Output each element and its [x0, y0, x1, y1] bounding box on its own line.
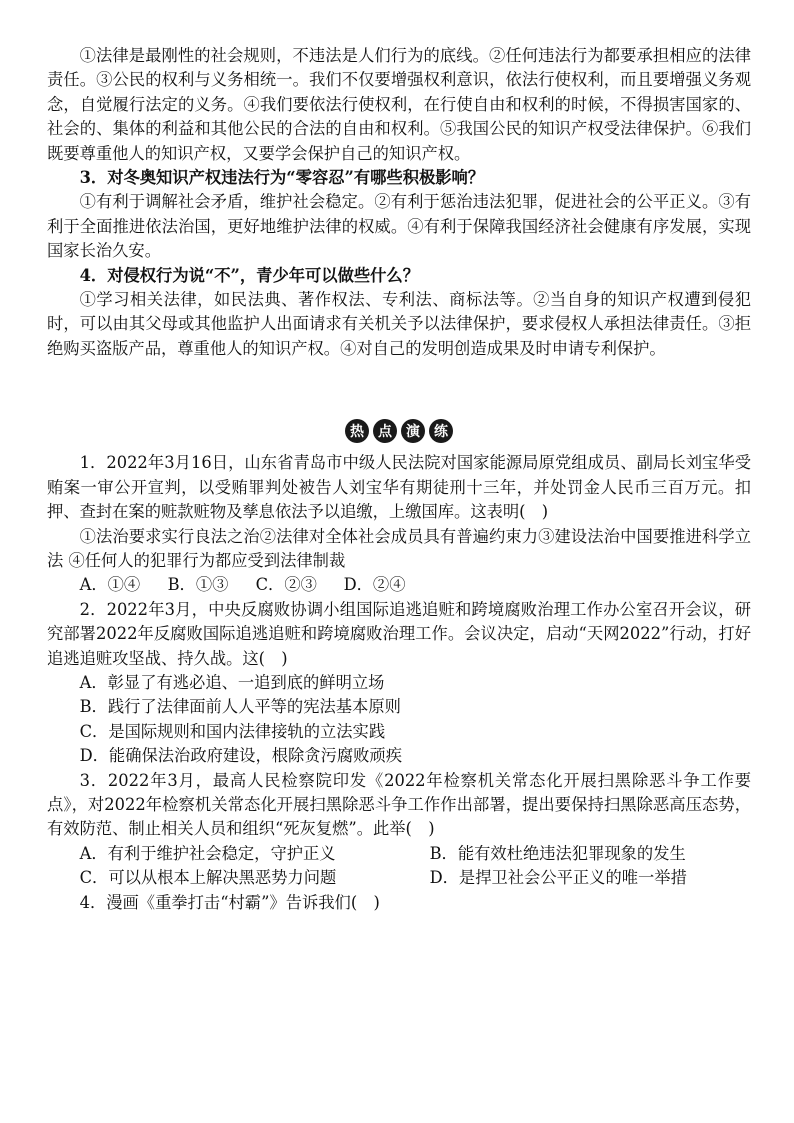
option-a[interactable]: A．①④ — [79, 575, 141, 595]
exercise-2-stem: 2．2022年3月，中央反腐败协调小组国际追逃追赃和跨境腐败治理工作办公室召开会议，研究部署2022年反腐败国际追逃追赃和跨境腐败治理工作。会议决定，启动“天网2022”行动，打好追逃追赃攻坚战、持久战。这( ) — [47, 599, 751, 668]
option-b[interactable]: B．能有效杜绝违法犯罪现象的发生 — [429, 843, 686, 863]
section-title-char: 点 — [373, 419, 397, 443]
option-a[interactable]: A．彰显了有逃必追、一追到底的鲜明立场 — [79, 672, 385, 692]
question-3-title: 3．对冬奥知识产权违法行为“零容忍”有哪些积极影响？ — [79, 168, 485, 188]
option-c[interactable]: C．可以从根本上解决黑恶势力问题 — [79, 868, 337, 888]
section-title-char: 演 — [401, 419, 425, 443]
option-c[interactable]: C．②③ — [255, 575, 317, 595]
option-b[interactable]: B．①③ — [167, 575, 229, 595]
question-3-answer: ①有利于调解社会矛盾，维护社会稳定。②有利于惩治违法犯罪，促进社会的公平正义。③有利于全面推进依法治国，更好地维护法律的权威。④有利于保障我国经济社会健康有序发展，实现国家长治久安。 — [47, 192, 751, 261]
question-4-title: 4．对侵权行为说“不”，青少年可以做些什么？ — [79, 265, 419, 285]
exercise-3-stem: 3．2022年3月，最高人民检察院印发《2022年检察机关常态化开展扫黑除恶斗争工作要点》，对2022年检察机关常态化开展扫黑除恶斗争工作作出部署，提出要保持扫黑除恶高压态势，有效防范、制止相关人员和组织“死灰复燃”。此举( ) — [47, 770, 751, 839]
exercise-1-options — [47, 573, 751, 597]
exercise-3-options — [47, 842, 751, 891]
option-d[interactable]: D．能确保法治政府建设，根除贪污腐败顽疾 — [79, 746, 402, 766]
exercise-1-stem: 1．2022年3月16日，山东省青岛市中级人民法院对国家能源局原党组成员、副局长刘宝华受贿案一审公开宣判，以受贿罪判处被告人刘宝华有期徒刑十三年，并处罚金人民币三百万元。扣押、查封在案的赃款赃物及孳息依法予以追缴，上缴国库。这表明( ) — [47, 453, 751, 522]
question-4-answer: ①学习相关法律，如民法典、著作权法、专利法、商标法等。②当自身的知识产权遭到侵犯时，可以由其父母或其他监护人出面请求有关机关予以法律保护，要求侵权人承担法律责任。③拒绝购买盗版产品，尊重他人的知识产权。④对自己的发明创造成果及时申请专利保护。 — [47, 290, 751, 358]
section-title-char: 练 — [429, 419, 453, 443]
answer-paragraph-2: ①法律是最刚性的社会规则，不违法是人们行为的底线。②任何违法行为都要承担相应的法律责任。③公民的权利与义务相统一。我们不仅要增强权利意识，依法行使权利，而且要增强义务观念，自觉履行法定的义务。④我们要依法行使权利，在行使自由和权利的时候，不得损害国家的、社会的、集体的利益和其他公民的合法的自由和权利。⑤我国公民的知识产权受法律保护。⑥我们既要尊重他人的知识产权，又要学会保护自己的知识产权。 — [47, 46, 751, 163]
option-c[interactable]: C．是国际规则和国内法律接轨的立法实践 — [79, 721, 386, 741]
option-b[interactable]: B．践行了法律面前人人平等的宪法基本原则 — [79, 697, 401, 717]
option-a[interactable]: A．有利于维护社会稳定，守护正义 — [79, 843, 336, 863]
section-title-hot-practice — [47, 419, 751, 443]
exercise-1-statements: ①法治要求实行良法之治②法律对全体社会成员具有普遍约束力③建设法治中国要推进科学立法 ④任何人的犯罪行为都应受到法律制裁 — [47, 526, 751, 570]
option-d[interactable]: D．是捍卫社会公平正义的唯一举措 — [429, 868, 687, 888]
document-page — [47, 44, 751, 915]
option-d[interactable]: D．②④ — [343, 575, 406, 595]
exercise-4-stem: 4．漫画《重拳打击“村霸”》告诉我们( ) — [79, 892, 380, 912]
section-title-char: 热 — [345, 419, 369, 443]
